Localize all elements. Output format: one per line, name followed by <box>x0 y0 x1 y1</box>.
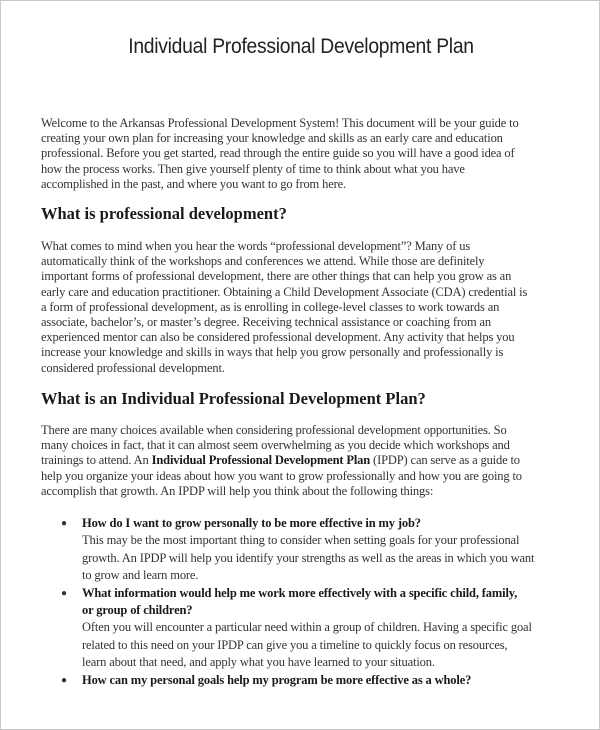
bullet-icon: ● <box>61 674 67 686</box>
section-heading: What is an Individual Professional Development Plan? <box>41 389 426 408</box>
list-item <box>41 672 591 689</box>
list-item-text: Often you will encounter a particular need within a group of children. Having a specific goal related to this need on your IPDP can give you a timeline to quickly focus on resources, learn about that need, and apply what you have learned to your situation. <box>82 620 532 670</box>
paragraph-text: There are many choices available when considering professional development opportunities. So many choices in fact, that it can almost seem overwhelming as you decide which workshops and trainings to attend. An <box>41 423 510 468</box>
list-item-question: How can my personal goals help my program be more effective as a whole? <box>82 672 472 687</box>
list-item-text: This may be the most important thing to consider when setting goals for your professional growth. An IPDP will help you identify your strengths as well as the areas in which you want to grow and learn more. <box>82 533 535 583</box>
list-item-question: How do I want to grow personally to be more effective in my job? <box>82 516 421 530</box>
list-item <box>41 585 591 672</box>
section-paragraph <box>41 423 591 499</box>
bold-term: Individual Professional Development Plan <box>151 453 371 468</box>
intro-paragraph: Welcome to the Arkansas Professional Development System! This document will be your guide to creating your own plan for increasing your knowledge and skills as an early care and education professional. Before you get started, read through the entire guide so you will have a good idea of how the process works. Then give yourself plenty of time to think about what you have accomplished in the past, and where you want to go from here. <box>41 116 519 191</box>
section-paragraph: What comes to mind when you hear the words “professional development”? Many of us automatically think of the workshops and conferences we attend. While those are definitely important forms of professional development, there are other things that can help you grow as an early care and education practitioner. Obtaining a Child Development Associate (CDA) credential is a form of professional development, as is enrolling in college-level classes to work towards an associate, bachelor’s, or master’s degree. Receiving technical assistance or coaching from an experienced mentor can also be considered professional development. Any activity that helps you increase your knowledge and skills in ways that help you grow personally and professionally is considered professional development. <box>41 239 528 375</box>
list-item-question: What information would help me work more effectively with a specific child, family, or group of children? <box>82 585 518 618</box>
section-heading: What is professional development? <box>41 204 287 223</box>
bullet-icon: ● <box>61 587 67 599</box>
paragraph-text: (IPDP) can serve as a guide to help you organize your ideas about how you want to grow professionally and how you are going to accomplish that growth. An IPDP will help you think about the following things: <box>41 453 522 498</box>
list-item <box>41 515 591 585</box>
bullet-list <box>41 515 591 689</box>
bullet-icon: ● <box>61 518 67 529</box>
document-title: Individual Professional Development Plan <box>128 35 474 58</box>
